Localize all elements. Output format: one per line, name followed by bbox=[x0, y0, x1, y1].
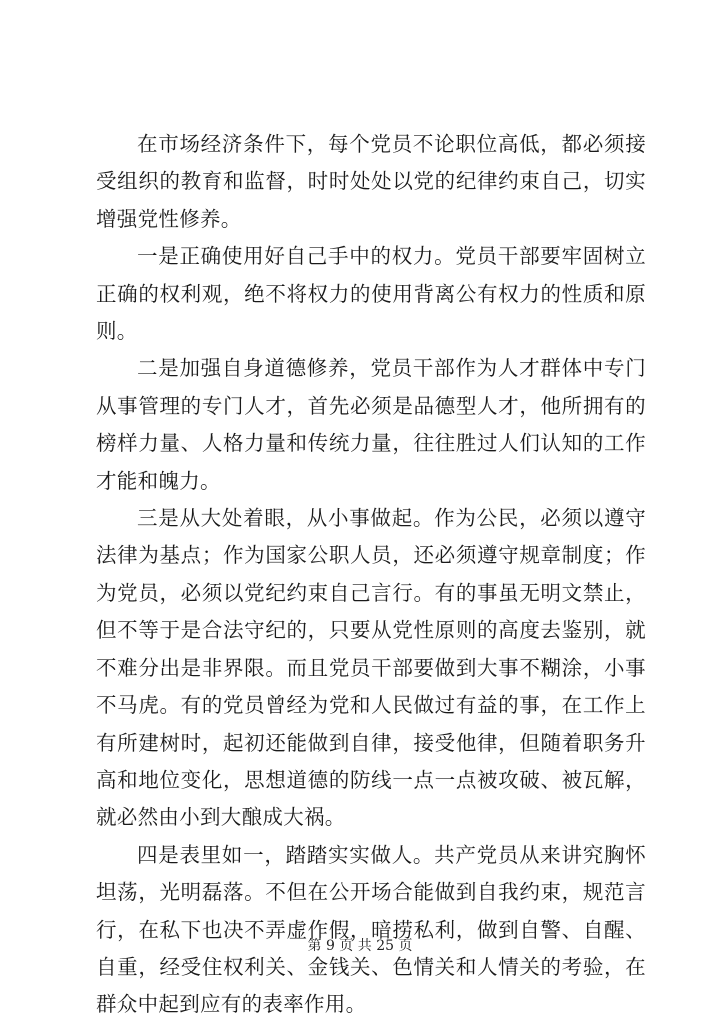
paragraph-point-one: 一是正确使用好自己手中的权力。党员干部要牢固树立正确的权利观，绝不将权力的使用背离公有权力的性质和原则。 bbox=[96, 244, 646, 344]
paragraph-point-three: 三是从大处着眼，从小事做起。作为公民，必须以遵守法律为基点；作为国家公职人员，还必须遵守规章制度；作为党员，必须以党纪约束自己言行。有的事虽无明文禁止，但不等于是合法守纪的，只要从党性原则的高度去鉴别，就不难分出是非界限。而且党员干部要做到大事不糊涂，小事不马虎。有的党员曾经为党和人民做过有益的事，在工作上有所建树时，起初还能做到自律，接受他律，但随着职务升高和地位变化，思想道德的防线一点一点被攻破、被瓦解，就必然由小到大酿成大祸。 bbox=[96, 506, 646, 830]
page-footer: 第 9 页 共 25 页 bbox=[307, 938, 413, 954]
body-text bbox=[96, 126, 646, 1024]
paragraph-point-two: 二是加强自身道德修养，党员干部作为人才群体中专门从事管理的专门人才，首先必须是品德型人才，他所拥有的榜样力量、人格力量和传统力量，往往胜过人们认知的工作才能和魄力。 bbox=[96, 356, 646, 493]
paragraph-point-four: 四是表里如一，踏踏实实做人。共产党员从来讲究胸怀坦荡，光明磊落。不但在公开场合能做到自我约束，规范言行，在私下也决不弄虚作假，暗捞私利，做到自警、自醒、自重，经受住权利关、金钱关、色情关和人情关的考验，在群众中起到应有的表率作用。 bbox=[96, 842, 646, 1017]
paragraph-intro: 在市场经济条件下，每个党员不论职位高低，都必须接受组织的教育和监督，时时处处以党的纪律约束自己，切实增强党性修养。 bbox=[96, 132, 646, 231]
